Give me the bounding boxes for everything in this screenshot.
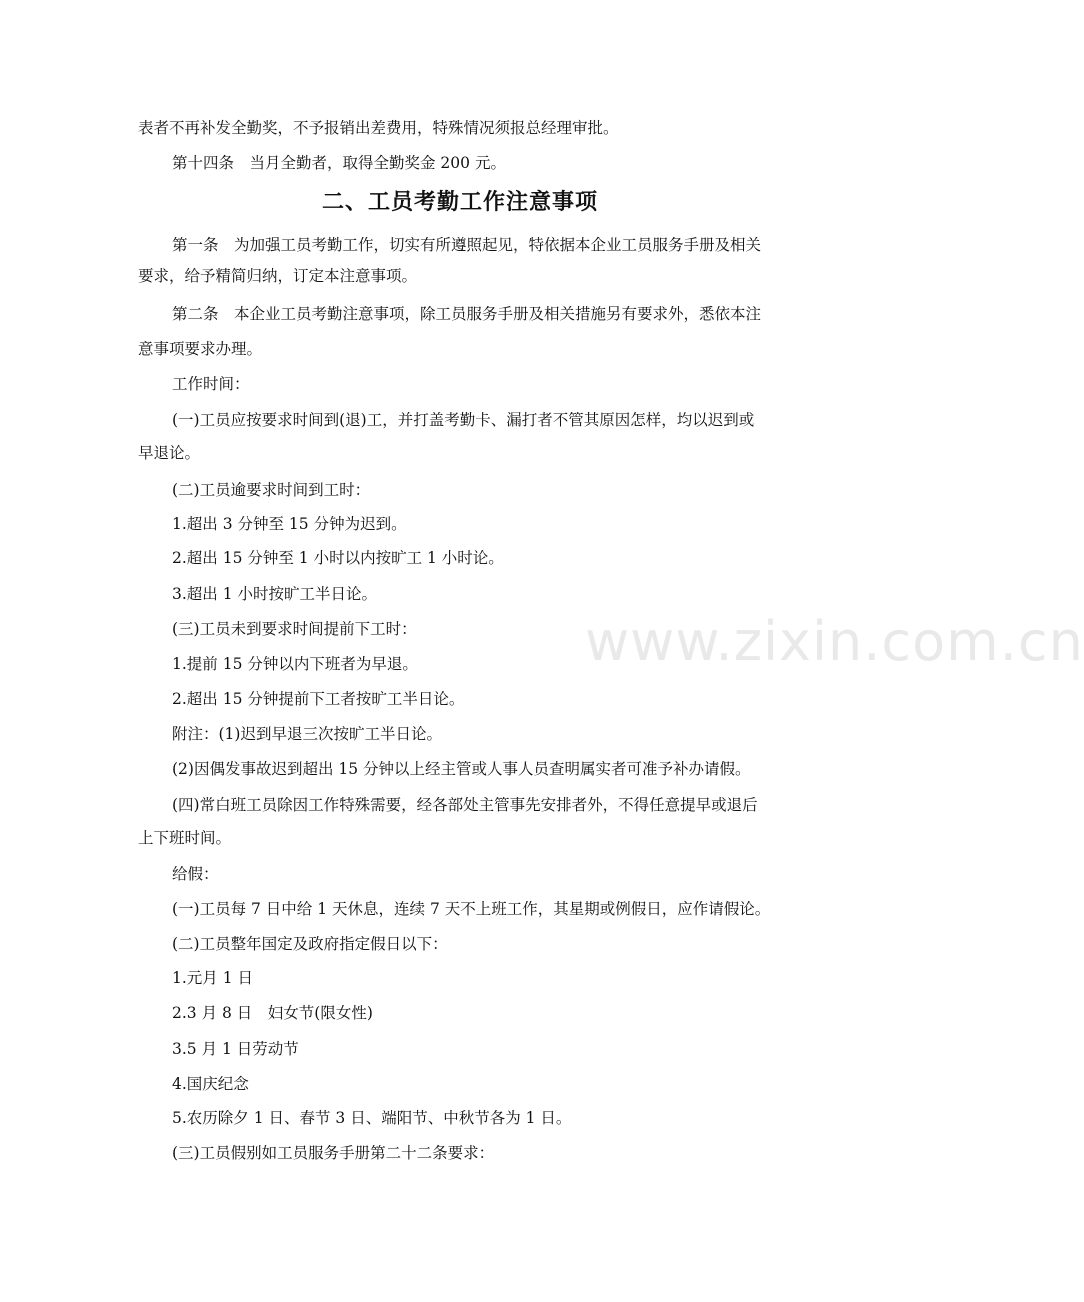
late-rule-2: 2.超出 15 分钟至 1 小时以内按旷工 1 小时论。	[172, 549, 504, 567]
late-rule-1: 1.超出 3 分钟至 15 分钟为迟到。	[172, 515, 407, 533]
leave-item-1: (一)工员每 7 日中给 1 天休息，连续 7 天不上班工作，其星期或例假日，应作请假论。	[172, 900, 771, 918]
work-time-item-2: (二)工员逾要求时间到工时：	[172, 481, 371, 499]
article-1-line-1: 第一条 为加强工员考勤工作，切实有所遵照起见，特依据本企业工员服务手册及相关	[172, 236, 762, 254]
article-14: 第十四条 当月全勤者，取得全勤奖金 200 元。	[172, 154, 506, 172]
leave-label: 给假：	[172, 865, 219, 883]
late-rule-3: 3.超出 1 小时按旷工半日论。	[172, 585, 378, 603]
leave-item-2: (二)工员整年国定及政府指定假日以下：	[172, 935, 448, 953]
work-time-label: 工作时间：	[172, 375, 250, 393]
watermark: www.zixin.com.cn	[585, 610, 1084, 673]
article-1-line-2: 要求，给予精简归纳，订定本注意事项。	[138, 267, 418, 285]
work-time-item-4-line-1: (四)常白班工员除因工作特殊需要，经各部处主管事先安排者外，不得任意提早或退后	[172, 796, 758, 814]
section-heading: 二、工员考勤工作注意事项	[321, 190, 598, 215]
work-time-item-1-line-1: (一)工员应按要求时间到(退)工，并打盖考勤卡、漏打者不管其原因怎样，均以迟到或	[172, 411, 755, 429]
early-leave-rule-2: 2.超出 15 分钟提前下工者按旷工半日论。	[172, 690, 465, 708]
note-2: (2)因偶发事故迟到超出 15 分钟以上经主管或人事人员查明属实者可准予补办请假。	[172, 760, 751, 778]
holiday-4: 4.国庆纪念	[172, 1075, 249, 1093]
work-time-item-3: (三)工员未到要求时间提前下工时：	[172, 620, 417, 638]
leave-item-3: (三)工员假别如工员服务手册第二十二条要求：	[172, 1144, 495, 1162]
paragraph-line: 表者不再补发全勤奖，不予报销出差费用，特殊情况须报总经理审批。	[138, 119, 619, 137]
note-1: 附注：(1)迟到早退三次按旷工半日论。	[172, 725, 442, 743]
article-2-line-1: 第二条 本企业工员考勤注意事项，除工员服务手册及相关措施另有要求外，悉依本注	[172, 305, 762, 323]
article-2-line-2: 意事项要求办理。	[138, 340, 263, 358]
work-time-item-1-line-2: 早退论。	[138, 444, 201, 462]
holiday-5: 5.农历除夕 1 日、春节 3 日、端阳节、中秋节各为 1 日。	[172, 1109, 572, 1127]
holiday-2: 2.3 月 8 日 妇女节(限女性)	[172, 1004, 373, 1022]
work-time-item-4-line-2: 上下班时间。	[138, 829, 232, 847]
holiday-3: 3.5 月 1 日劳动节	[172, 1040, 299, 1058]
holiday-1: 1.元月 1 日	[172, 969, 254, 987]
early-leave-rule-1: 1.提前 15 分钟以内下班者为早退。	[172, 655, 418, 673]
